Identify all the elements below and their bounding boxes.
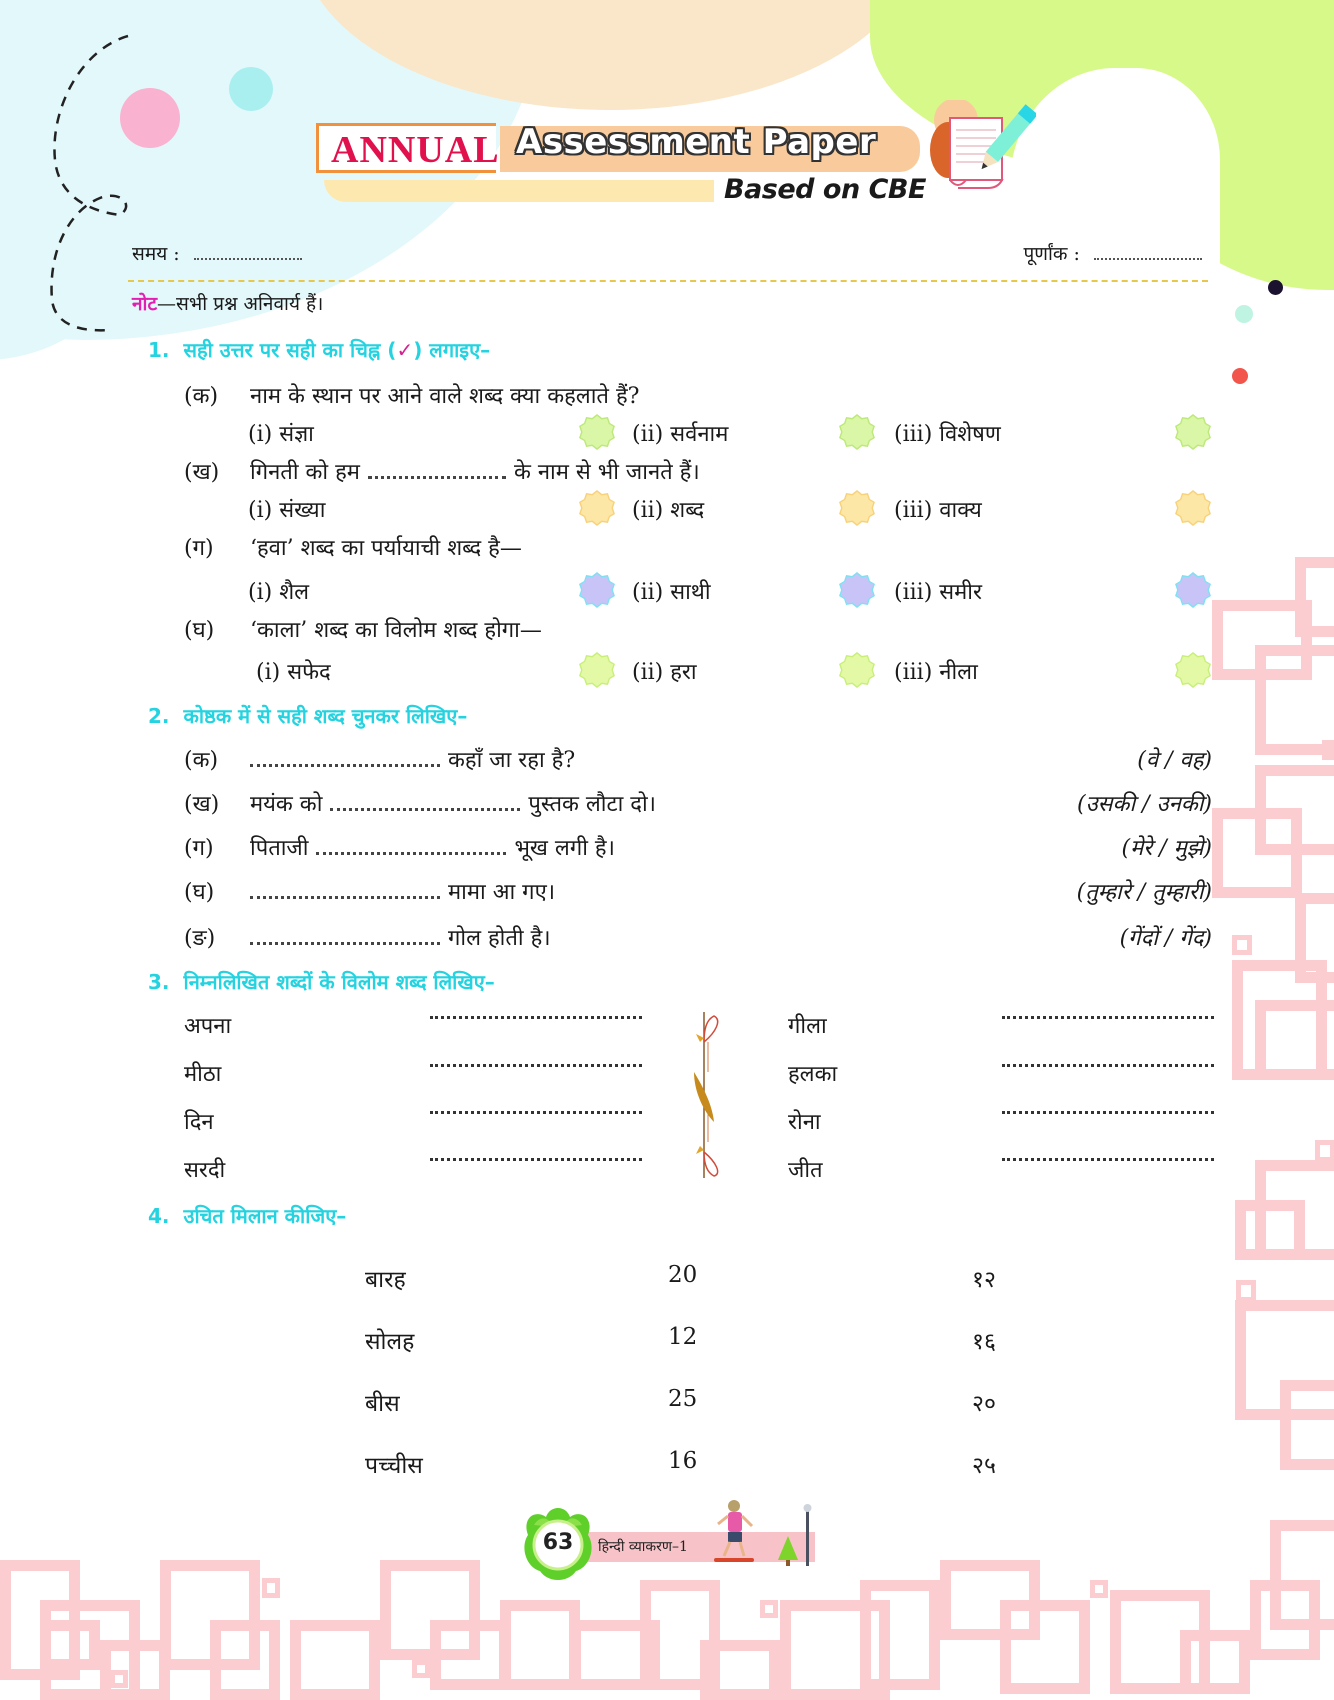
decorative-circle-cyan xyxy=(229,67,273,111)
q2-hint: (गेंदों / गेंद) xyxy=(1119,926,1212,951)
q2-item-text: पुस्तक लौटा दो। xyxy=(528,792,657,817)
marks-field xyxy=(1023,240,1202,266)
q2-item-text: मामा आ गए। xyxy=(448,880,556,905)
header-yellow-band xyxy=(324,180,714,202)
q1-option: (ii) सर्वनाम xyxy=(632,422,729,447)
time-field xyxy=(132,240,302,266)
answer-bubble[interactable] xyxy=(838,650,876,690)
q1-title: सही उत्तर पर सही का चिह्न ( xyxy=(183,338,397,362)
annual-title-box xyxy=(316,123,500,173)
antonym-answer-blank[interactable] xyxy=(430,1158,642,1161)
q2-item-label: (क) xyxy=(184,748,219,773)
antonym-answer-blank[interactable] xyxy=(430,1064,642,1067)
fill-blank[interactable] xyxy=(250,887,440,899)
antonym-answer-blank[interactable] xyxy=(430,1111,642,1114)
antonym-word: दिन xyxy=(184,1110,214,1135)
decorative-dot-red xyxy=(1232,368,1248,384)
antonym-word: मीठा xyxy=(184,1062,222,1087)
fill-blank[interactable] xyxy=(250,933,440,945)
q2-hint: (तुम्हारे / तुम्हारी) xyxy=(1076,880,1212,905)
marks-blank[interactable] xyxy=(1094,246,1202,260)
answer-bubble[interactable] xyxy=(1174,650,1212,690)
q1-item-question xyxy=(184,614,542,644)
antonym-word: हलका xyxy=(788,1062,838,1087)
match-number[interactable]: 16 xyxy=(668,1448,698,1474)
q2-item-label: (घ) xyxy=(184,880,215,905)
q1-item-label: (क) xyxy=(184,384,219,409)
decorative-dot-black xyxy=(1268,280,1283,295)
q2-title: कोष्ठक में से सही शब्द चुनकर लिखिए– xyxy=(183,704,468,728)
q1-option: (iii) नीला xyxy=(894,660,978,685)
antonym-word: अपना xyxy=(184,1014,232,1039)
answer-bubble[interactable] xyxy=(838,570,876,610)
q1-item-text: ‘हवा’ शब्द का पर्यायाची शब्द है— xyxy=(250,536,522,561)
antonym-answer-blank[interactable] xyxy=(1002,1111,1214,1114)
q1-item-label: (घ) xyxy=(184,618,215,643)
q1-item-text: गिनती को हम xyxy=(250,460,360,485)
q2-item-text: गोल होती है। xyxy=(448,926,551,951)
antonym-word: सरदी xyxy=(184,1158,226,1183)
match-number[interactable]: 12 xyxy=(668,1324,698,1350)
match-word[interactable]: बारह xyxy=(365,1267,406,1293)
answer-bubble[interactable] xyxy=(1174,412,1212,452)
match-number[interactable]: 20 xyxy=(668,1262,698,1288)
q2-item-label: (ग) xyxy=(184,836,214,861)
answer-bubble[interactable] xyxy=(578,570,616,610)
paper-header xyxy=(316,118,1016,218)
q1-option: (ii) साथी xyxy=(632,580,711,605)
q2-item-text: पिताजी xyxy=(250,836,309,861)
q2-item-text: मयंक को xyxy=(250,792,323,817)
time-label: समय : xyxy=(132,243,180,265)
q2-item xyxy=(184,832,615,862)
answer-bubble[interactable] xyxy=(838,488,876,528)
q4-title: उचित मिलान कीजिए– xyxy=(183,1204,347,1228)
q2-item xyxy=(184,788,656,818)
decorative-dot-mint xyxy=(1235,305,1253,323)
paper-pencil-icon xyxy=(926,100,1036,200)
q3-number: 3. xyxy=(148,970,170,994)
q2-number: 2. xyxy=(148,704,170,728)
match-word[interactable]: पच्चीस xyxy=(365,1453,423,1479)
q1-option: (iii) समीर xyxy=(894,580,982,605)
antonym-word: रोना xyxy=(788,1110,821,1135)
q1-item-question xyxy=(184,532,522,562)
q1-option: (i) सफेद xyxy=(256,660,331,685)
time-blank[interactable] xyxy=(194,246,302,260)
fill-blank[interactable] xyxy=(330,799,520,811)
antonym-word: जीत xyxy=(788,1158,823,1183)
q3-heading xyxy=(148,968,495,995)
q2-item-text: कहाँ जा रहा है? xyxy=(448,748,576,773)
q3-title: निम्नलिखित शब्दों के विलोम शब्द लिखिए– xyxy=(183,970,495,994)
q1-option: (iii) विशेषण xyxy=(894,422,1001,447)
q1-item-text: के नाम से भी जानते हैं। xyxy=(513,460,700,485)
q2-item-text: भूख लगी है। xyxy=(514,836,615,861)
q2-hint: (वे / वह) xyxy=(1137,748,1212,773)
q1-item-label: (ख) xyxy=(184,460,220,485)
fill-blank[interactable] xyxy=(250,755,440,767)
q1-option: (i) संख्या xyxy=(248,498,326,523)
leaf-vine-divider xyxy=(686,1012,726,1178)
q2-item-label: (ख) xyxy=(184,792,220,817)
dashed-divider xyxy=(128,280,1208,282)
q1-option: (i) संज्ञा xyxy=(248,422,314,447)
answer-bubble[interactable] xyxy=(1174,570,1212,610)
fill-blank[interactable] xyxy=(316,843,506,855)
q1-option: (iii) वाक्य xyxy=(894,498,982,523)
q4-number: 4. xyxy=(148,1204,170,1228)
antonym-word: गीला xyxy=(788,1014,827,1039)
q1-heading xyxy=(148,336,490,363)
q2-item xyxy=(184,876,555,906)
note xyxy=(132,290,323,316)
q1-number: 1. xyxy=(148,338,170,362)
q1-option: (ii) शब्द xyxy=(632,498,705,523)
q2-hint: (उसकी / उनकी) xyxy=(1077,792,1212,817)
match-devanagari-numeral[interactable]: २५ xyxy=(972,1453,996,1479)
book-title: हिन्दी व्याकरण–1 xyxy=(598,1539,688,1555)
assessment-paper-title: Assessment Paper xyxy=(516,122,877,162)
match-devanagari-numeral[interactable]: २० xyxy=(972,1391,996,1417)
fill-blank[interactable] xyxy=(368,467,506,479)
note-label: नोट xyxy=(132,293,158,315)
q1-item-text: नाम के स्थान पर आने वाले शब्द क्या कहलाते हैं? xyxy=(250,384,640,409)
answer-bubble[interactable] xyxy=(578,650,616,690)
q1-item-text: ‘काला’ शब्द का विलोम शब्द होगा— xyxy=(250,618,542,643)
note-text: —सभी प्रश्न अनिवार्य हैं। xyxy=(157,293,324,315)
dashed-loop-decoration xyxy=(40,30,140,340)
q1-title-end: ) लगाइए– xyxy=(413,338,491,362)
meta-row xyxy=(132,240,1202,270)
q2-hint: (मेरे / मुझे) xyxy=(1121,836,1212,861)
antonym-answer-blank[interactable] xyxy=(1002,1016,1214,1019)
match-number[interactable]: 25 xyxy=(668,1386,698,1412)
page-number: 63 xyxy=(542,1530,574,1555)
answer-bubble[interactable] xyxy=(578,488,616,528)
q1-item-question xyxy=(184,456,700,486)
q2-item xyxy=(184,744,575,774)
q1-item-label: (ग) xyxy=(184,536,214,561)
q1-item-question xyxy=(184,380,639,410)
q2-heading xyxy=(148,702,467,729)
answer-bubble[interactable] xyxy=(1174,488,1212,528)
answer-bubble[interactable] xyxy=(838,412,876,452)
q4-heading xyxy=(148,1202,346,1229)
q2-item-label: (ङ) xyxy=(184,926,216,951)
antonym-answer-blank[interactable] xyxy=(430,1016,642,1019)
antonym-answer-blank[interactable] xyxy=(1002,1158,1214,1161)
q1-option: (i) शैल xyxy=(248,580,310,605)
match-word[interactable]: बीस xyxy=(365,1391,400,1417)
antonym-answer-blank[interactable] xyxy=(1002,1064,1214,1067)
based-on-cbe-subtitle: Based on CBE xyxy=(724,174,926,205)
match-devanagari-numeral[interactable]: १२ xyxy=(972,1267,996,1293)
answer-bubble[interactable] xyxy=(578,412,616,452)
q2-item xyxy=(184,922,551,952)
q1-option: (ii) हरा xyxy=(632,660,697,685)
marks-label: पूर्णांक : xyxy=(1023,243,1080,265)
match-word[interactable]: सोलह xyxy=(365,1329,415,1355)
annual-title: ANNUAL xyxy=(331,129,500,171)
skater-illustration-icon xyxy=(708,1498,818,1568)
check-mark-icon: ✓ xyxy=(396,338,414,362)
match-devanagari-numeral[interactable]: १६ xyxy=(972,1329,996,1355)
